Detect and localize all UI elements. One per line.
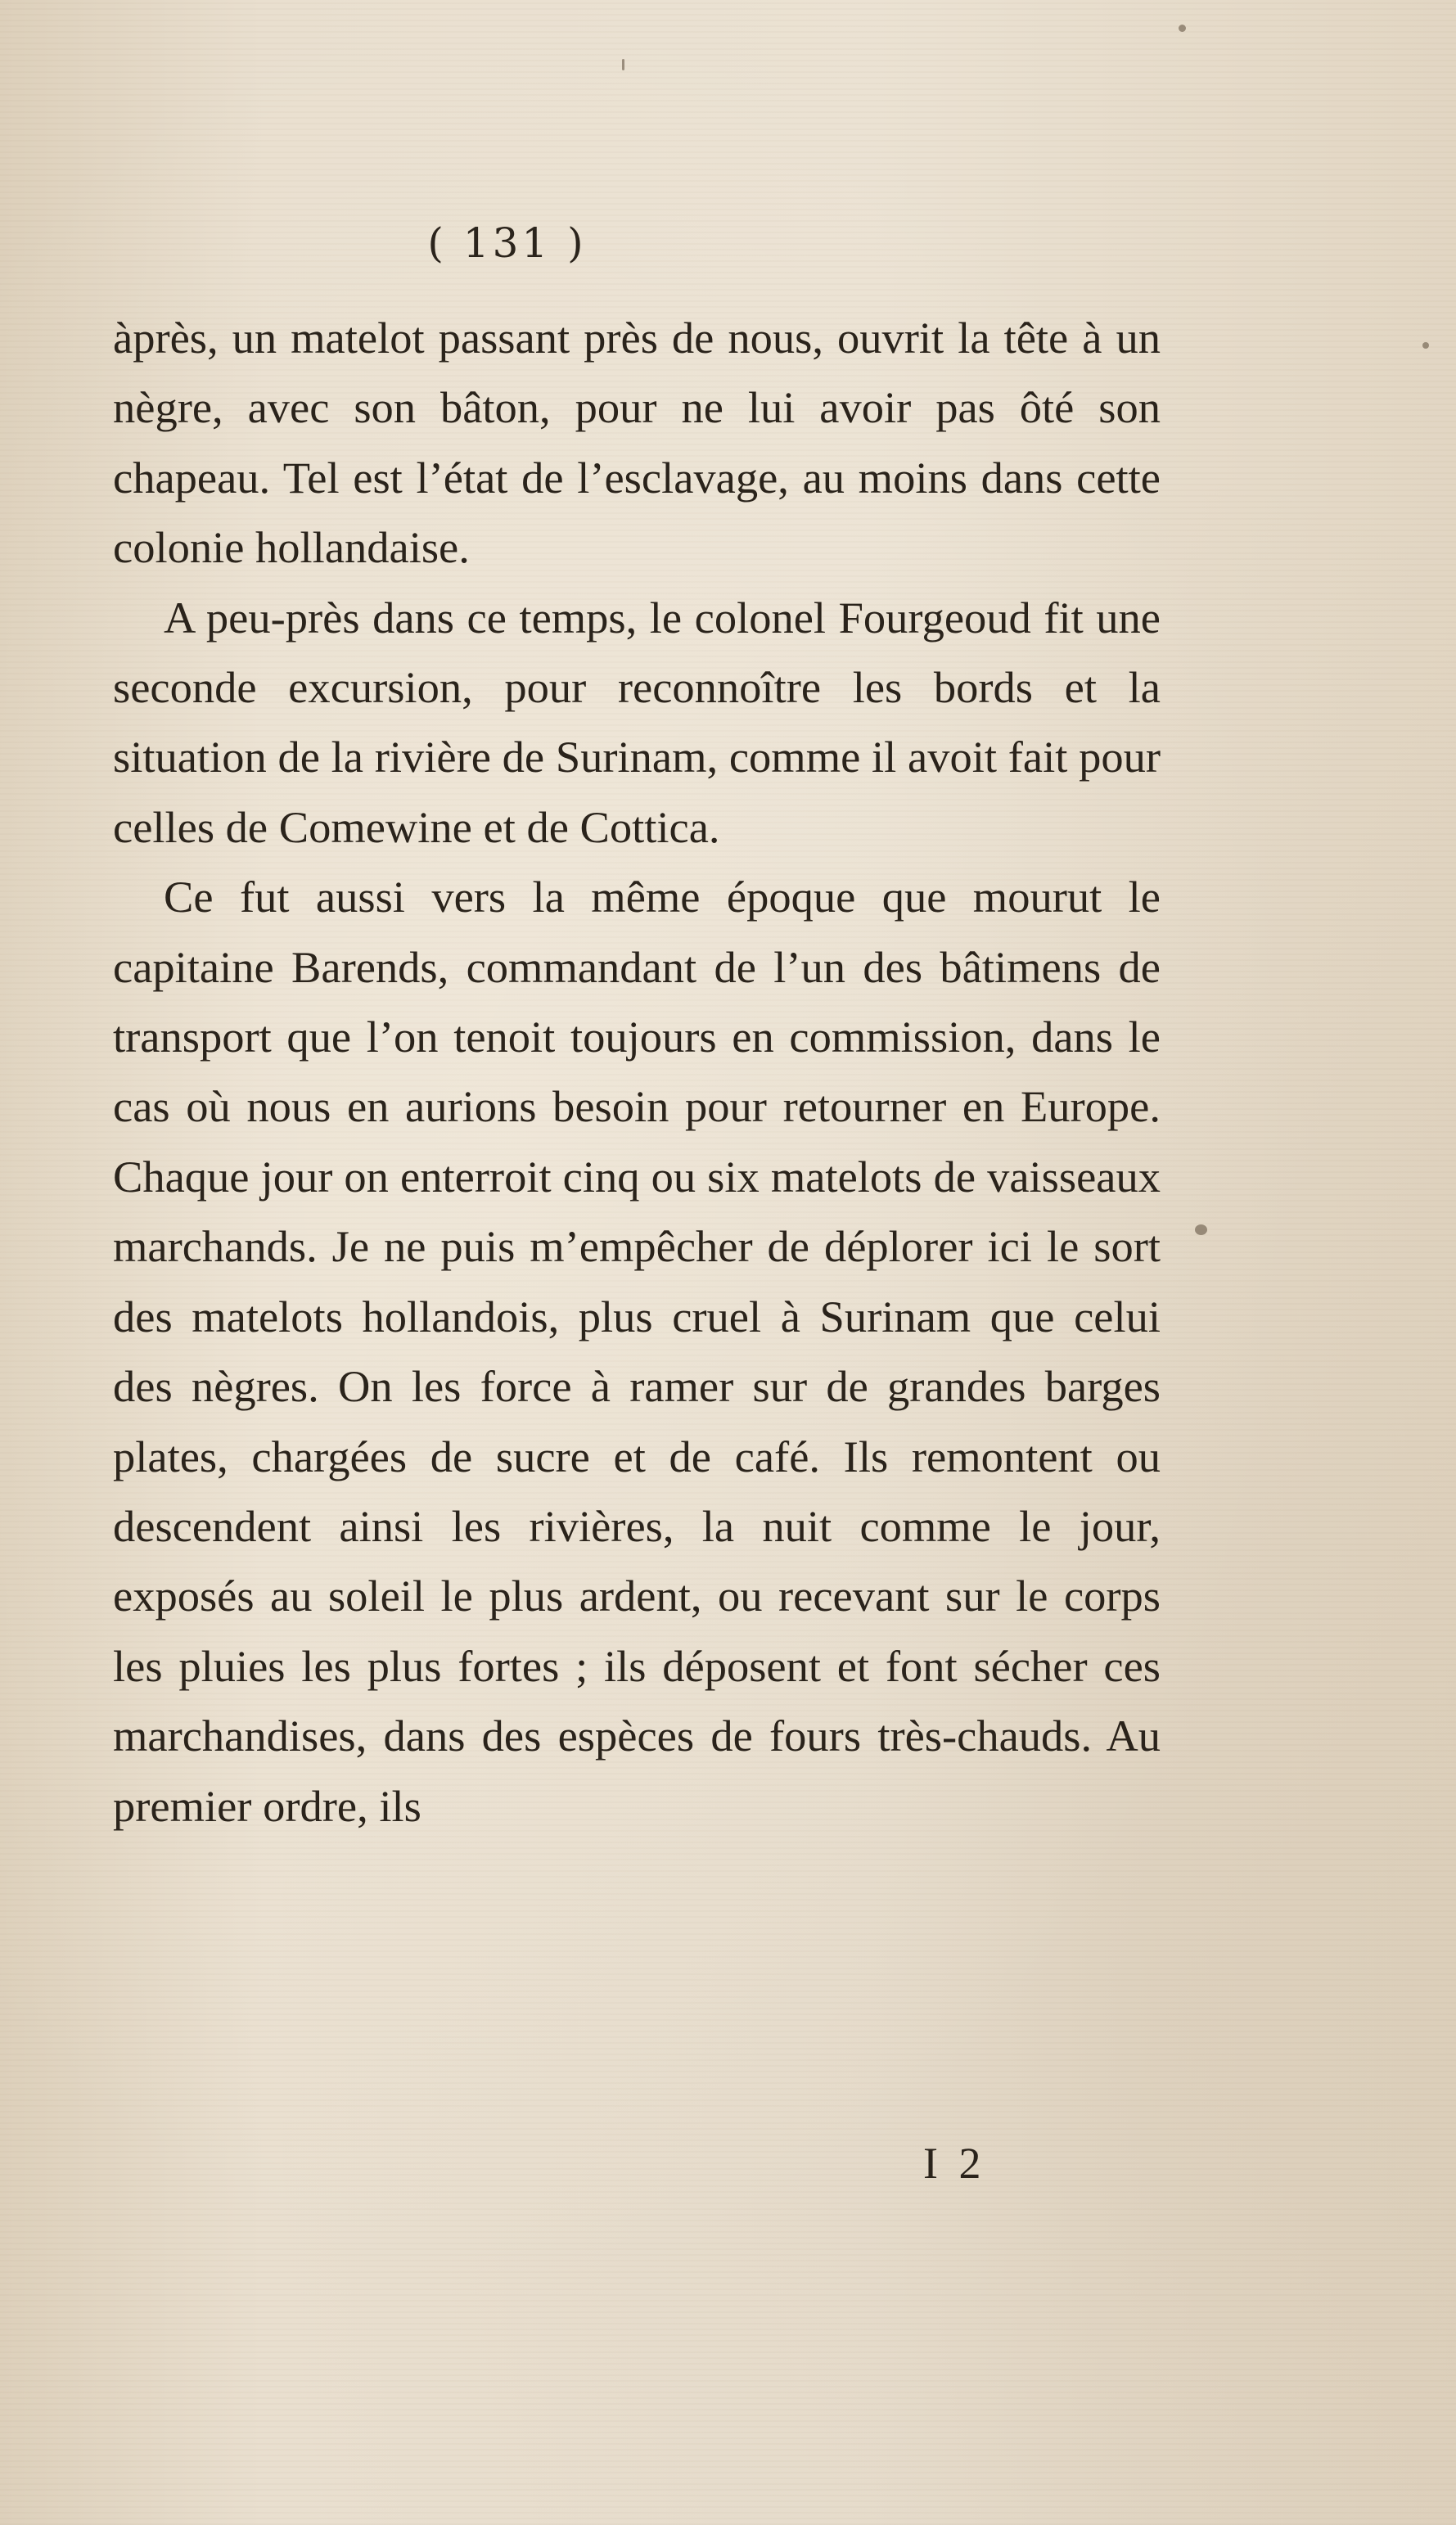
body-text	[113, 303, 1161, 1841]
page-number: ( 131 )	[427, 219, 587, 267]
paper-speck	[1195, 1224, 1207, 1235]
signature-mark: I 2	[923, 2139, 986, 2188]
paper-speck	[1422, 342, 1429, 349]
paper-speck	[1179, 25, 1186, 32]
paragraph-fourgeoud-excursion: A peu-près dans ce temps, le colonel Fourgeoud fit une seconde excursion, pour reconnoître les bords et la situation de la rivière de Surinam, comme il avoit fait pour celles de Comewine et de Cottica.	[113, 592, 1161, 852]
paper-speck	[622, 59, 624, 70]
paragraph-captain-barends: Ce fut aussi vers la même époque que mourut le capitaine Barends, commandant de l’un des bâtimens de transport que l’on tenoit toujours en commission, dans le cas où nous en aurions besoin pour retourner en Europe. Chaque jour on enterroit cinq ou six matelots de vaisseaux marchands. Je ne puis m’empêcher de déplorer ici le sort des matelots hollandois, plus cruel à Surinam que celui des nègres. On les force à ramer sur de grandes barges plates, chargées de sucre et de café. Ils remontent ou descendent ainsi les rivières, la nuit comme le jour, exposés au soleil le plus ardent, ou recevant sur le corps les pluies les plus fortes ; ils déposent et font sécher ces marchandises, dans des espèces de fours très-chauds. Au premier ordre, ils	[113, 872, 1161, 1831]
paragraph-continuation: àprès, un matelot passant près de nous, ouvrit la tête à un nègre, avec son bâton, pour ne lui avoir pas ôté son chapeau. Tel est l’état de l’esclavage, au moins dans cette colonie hollandaise.	[113, 313, 1161, 573]
